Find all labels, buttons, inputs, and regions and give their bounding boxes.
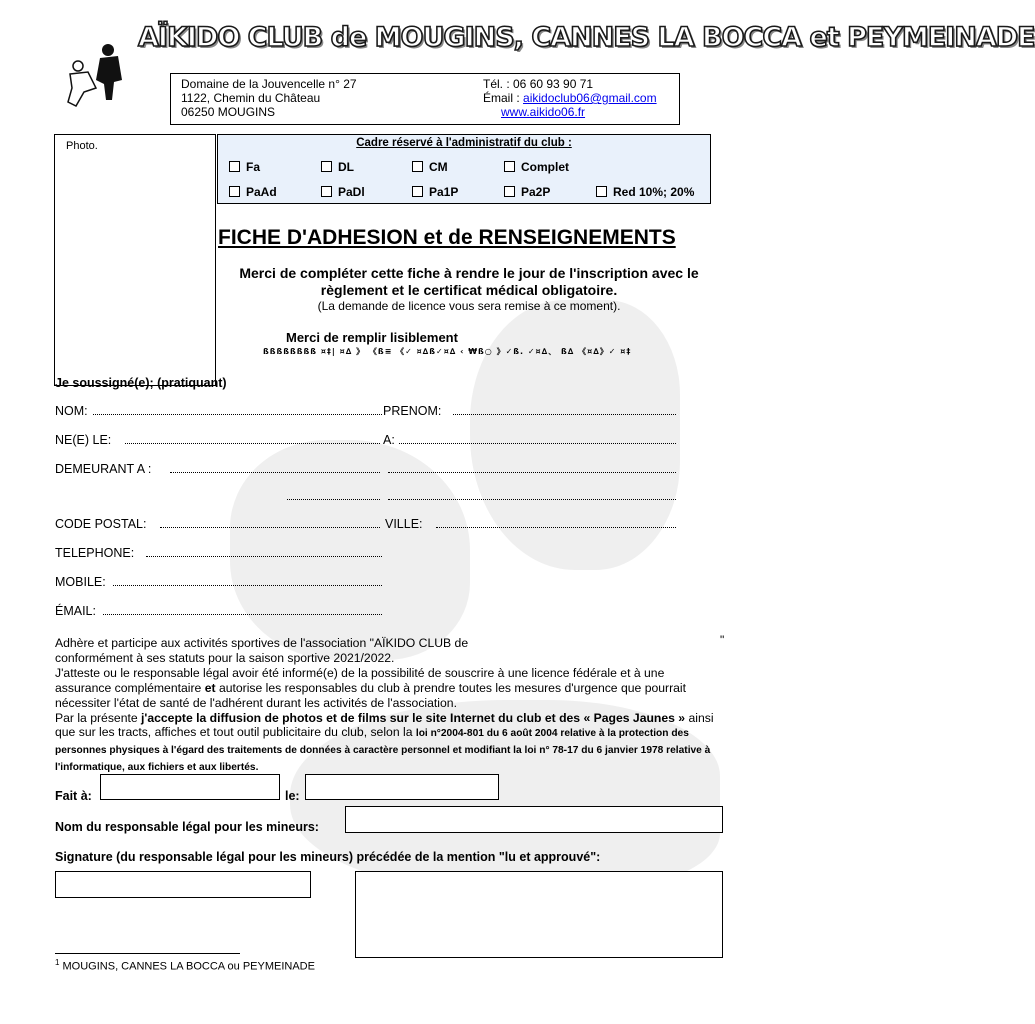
form-title: FICHE D'ADHESION et de RENSEIGNEMENTS [218, 226, 676, 249]
mention-input[interactable] [55, 871, 311, 898]
address-box [170, 73, 680, 125]
ville-field[interactable] [436, 527, 676, 528]
prenom-label: PRENOM: [383, 404, 442, 418]
photo-label: Photo. [66, 140, 98, 152]
fait-a-label: Fait à: [55, 789, 92, 803]
mobile-field[interactable] [113, 585, 382, 586]
checkbox-paad[interactable]: PaAd [229, 185, 277, 199]
address-field-1[interactable] [170, 472, 380, 473]
address-line: Domaine de la Jouvencelle n° 27 [181, 77, 357, 91]
birthplace-label: A: [383, 433, 395, 447]
prenom-field[interactable] [453, 414, 676, 415]
nom-label: NOM: [55, 404, 88, 418]
address-line: 1122, Chemin du Château [181, 91, 321, 105]
address-field-2[interactable] [388, 472, 676, 473]
declaration-line: conformément à ses statuts pour la saison sportive 2021/2022. [55, 650, 395, 665]
telephone-field[interactable] [146, 556, 382, 557]
checkbox-reduction[interactable]: Red 10%; 20% [596, 185, 694, 199]
ville-label: VILLE: [385, 517, 423, 531]
address-field-3[interactable] [287, 499, 380, 500]
closing-quote: " [720, 633, 725, 647]
guardian-name-label: Nom du responsable légal pour les mineurs: [55, 820, 319, 834]
photo-box [54, 134, 216, 386]
nom-field[interactable] [93, 414, 382, 415]
fait-a-input[interactable] [100, 774, 280, 800]
club-contact [483, 77, 657, 119]
telephone-label: TELEPHONE: [55, 546, 135, 560]
admin-reserved-box [217, 134, 711, 204]
phone-text: Tél. : 06 60 93 90 71 [483, 77, 594, 91]
address-line: 06250 MOUGINS [181, 105, 276, 119]
footnote-separator [55, 953, 240, 954]
mobile-label: MOBILE: [55, 575, 106, 589]
aikido-logo-icon [62, 40, 128, 110]
signature-label: Signature (du responsable légal pour les mineurs) précédée de la mention "lu et approuvé": [55, 850, 601, 864]
code-postal-field[interactable] [160, 527, 380, 528]
legibility-note: Merci de remplir lisiblement [286, 330, 458, 345]
email-label: ÉMAIL: [55, 604, 96, 618]
form-intro: Merci de compléter cette fiche à rendre le jour de l'inscription avec le règlement et le certificat médical obligatoire. [239, 265, 699, 298]
checkbox-pa2p[interactable]: Pa2P [504, 185, 550, 199]
address-field-4[interactable] [388, 499, 676, 500]
email-line [483, 91, 657, 105]
checkbox-complet[interactable]: Complet [504, 160, 569, 174]
checkbox-fa[interactable]: Fa [229, 160, 260, 174]
checkbox-cm[interactable]: CM [412, 160, 448, 174]
code-postal-label: CODE POSTAL: [55, 517, 147, 531]
guardian-name-input[interactable] [345, 806, 723, 833]
declaration-line: Adhère et participe aux activités sportives de l'association "AÏKIDO CLUB de [55, 636, 469, 650]
declaration-consent: Par la présente j'accepte la diffusion de photos et de films sur le site Internet du club et des « Pages Jaunes » ainsi que sur les tracts, affiches et tout outil publicitaire du club, selon la loi n°2004-801 du 6 août 2004 relative à la protection des personnes physiques à l'égard des traitements de données à caractère personnel et modifiant la loi n° 78-17 du 6 janvier 1978 relative à l'informatique, aux fichiers et aux libertés. [55, 710, 714, 774]
garbled-text: ßßßßßßßß ¤‡| ¤∆ 》 《ß≡ 《✓ ¤∆ß✓¤∆ ‹ ₩ß○ 》✓ß. ✓¤∆、 ß∆ 《¤∆》✓ ¤‡ [263, 347, 632, 356]
club-address [181, 77, 357, 119]
declaration-paragraph [55, 636, 717, 776]
website-line [483, 105, 657, 119]
email-field[interactable] [103, 614, 382, 615]
club-title: AÏKIDO CLUB de MOUGINS, CANNES LA BOCCA et PEYMEINADE [138, 22, 1035, 53]
checkbox-padl[interactable]: PaDl [321, 185, 365, 199]
email-link[interactable]: aikidoclub06@gmail.com [523, 91, 657, 105]
date-label: le: [285, 789, 300, 803]
signature-box[interactable] [355, 871, 723, 958]
birthdate-field[interactable] [125, 443, 380, 444]
footnote: $^1$ MOUGINS, CANNES LA BOCCA ou PEYMEINADE [55, 958, 315, 973]
email-label: Émail : [483, 91, 524, 105]
demeurant-label: DEMEURANT A : [55, 462, 152, 476]
admin-title: Cadre réservé à l'administratif du club : [356, 137, 572, 149]
date-input[interactable] [305, 774, 499, 800]
declaration-attestation: J'atteste ou le responsable légal avoir été informé(e) de la possibilité de souscrire à une licence fédérale et à une assurance complémentaire et autorise les responsables du club à prendre toutes les mesures d'urgence que pourrait nécessiter l'état de santé de l'adhérent durant les activités de l'association. [55, 665, 687, 710]
checkbox-dl[interactable]: DL [321, 160, 354, 174]
ne-le-label: NE(E) LE: [55, 433, 112, 447]
birthplace-field[interactable] [399, 443, 676, 444]
checkbox-pa1p[interactable]: Pa1P [412, 185, 458, 199]
signatory-heading: Je soussigné(e); (pratiquant) [55, 376, 227, 390]
website-link[interactable]: www.aikido06.fr [501, 105, 586, 119]
watermark-figure-lower [230, 440, 470, 660]
form-intro-note: (La demande de licence vous sera remise à ce moment). [317, 299, 621, 313]
watermark-figure-upper [470, 300, 680, 570]
